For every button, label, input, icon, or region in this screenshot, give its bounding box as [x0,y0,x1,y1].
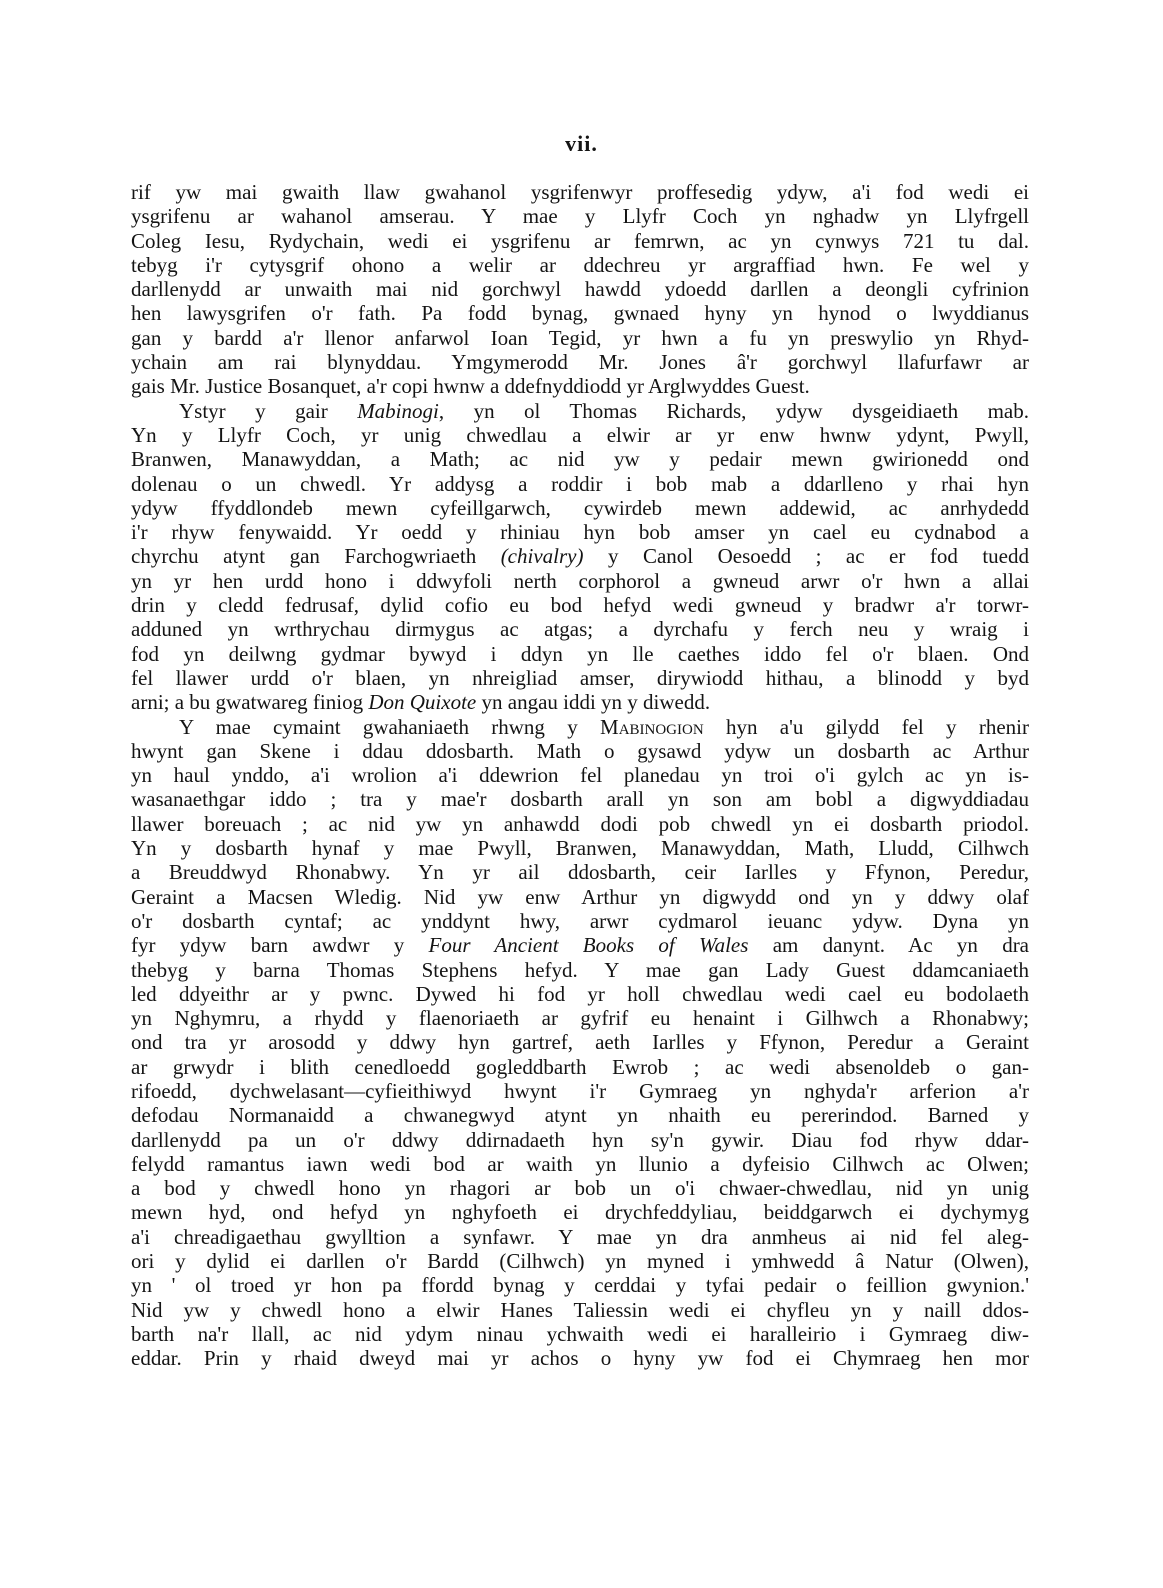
text-segment: hwynt gan Skene i ddau ddosbarth. Math o gysawd ydyw un dosbarth ac Arthur [131,738,1029,763]
text-line [131,326,1029,350]
text-line [131,812,1029,836]
text-line [131,642,1029,666]
text-segment: thebyg y barna Thomas Stephens hefyd. Y mae gan Lady Guest ddamcaniaeth [131,957,1029,982]
text-segment: eddar. Prin y rhaid dweyd mai yr achos o hyny yw fod ei Chymraeg hen mor [131,1346,1029,1371]
text-segment: hyn a'u gilydd fel y rhenir [703,714,1029,739]
text-line [131,933,1029,957]
text-line [131,1103,1029,1127]
text-line [131,1030,1029,1054]
page-number: vii. [565,131,598,156]
text-segment: yn Nghymru, a rhydd y flaenoriaeth ar gyfrif eu henaint i Gilhwch a Rhonabwy; [131,1006,1029,1031]
text-segment: , yn ol Thomas Richards, ydyw dysgeidiaeth mab. [438,398,1029,423]
text-line [131,1176,1029,1200]
text-segment: fel llawer urdd o'r blaen, yn nhreigliad amser, dirywiodd hithau, a blinodd y byd [131,665,1029,690]
text-line [131,399,1029,423]
text-segment: hen lawysgrifen o'r fath. Pa fodd bynag, gwnaed hyny yn hynod o lwyddianus [131,301,1029,326]
text-line [131,739,1029,763]
text-line [131,277,1029,301]
text-segment: Branwen, Manawyddan, a Math; ac nid yw y pedair mewn gwirionedd ond [131,447,1029,472]
text-segment: rif yw mai gwaith llaw gwahanol ysgrifenwyr proffesedig ydyw, a'i fod wedi ei [131,180,1029,204]
text-segment: a bod y chwedl hono yn rhagori ar bob un o'i chwaer-chwedlau, nid yn unig [131,1176,1029,1201]
text-line [131,617,1029,641]
text-line [131,350,1029,374]
text-line [131,1346,1029,1370]
text-segment: Ystyr y gair [179,398,358,423]
text-line [131,787,1029,811]
body-text [131,180,1029,1371]
text-line [131,715,1029,739]
text-line [131,569,1029,593]
text-segment: mewn hyd, ond hefyd yn nghyfoeth ei drychfeddyliau, beiddgarwch ei dychymyg [131,1200,1029,1225]
text-segment: Y mae cymaint gwahaniaeth rhwng y [179,714,601,739]
text-line [131,1273,1029,1297]
text-line [131,520,1029,544]
text-line [131,860,1029,884]
text-segment: a Breuddwyd Rhonabwy. Yn yr ail ddosbarth, ceir Iarlles y Ffynon, Peredur, [131,860,1029,885]
text-segment: drin y cledd fedrusaf, dylid cofio eu bod hefyd wedi gwneud y bradwr a'r torwr- [131,593,1029,618]
text-line [131,763,1029,787]
text-line [131,472,1029,496]
text-line [131,1006,1029,1030]
text-line [131,1079,1029,1103]
text-line [131,544,1029,568]
text-segment: barth na'r llall, ac nid ydym ninau ychwaith wedi ei haralleirio i Gymraeg diw- [131,1321,1029,1346]
text-line [131,1249,1029,1273]
italic-text: (chivalry) [500,544,584,569]
text-segment: ydyw ffyddlondeb mewn cyfeillgarwch, cywirdeb mewn addewid, ac anrhydedd [131,495,1029,520]
text-line [131,1128,1029,1152]
text-segment: Yn y Llyfr Coch, yr unig chwedlau a elwir ar yr enw hwnw ydynt, Pwyll, [131,422,1029,447]
text-segment: i'r rhyw fenywaidd. Yr oedd y rhiniau hyn bob amser yn cael eu cydnabod a [131,520,1029,545]
text-line [131,958,1029,982]
text-segment: ond tra yr arosodd y ddwy hyn gartref, aeth Iarlles y Ffynon, Peredur a Geraint [131,1030,1029,1055]
text-segment: arni; a bu gwatwareg finiog [131,690,369,715]
text-line [131,374,1029,398]
text-segment: y Canol Oesoedd ; ac er fod tuedd [583,544,1029,569]
text-line [131,1055,1029,1079]
text-line [131,1225,1029,1249]
text-segment: dolenau o un chwedl. Yr addysg a roddir i bob mab a ddarlleno y rhai hyn [131,471,1029,496]
text-segment: fyr ydyw barn awdwr y [131,933,429,958]
text-line [131,229,1029,253]
text-segment: Coleg Iesu, Rydychain, wedi ei ysgrifenu ar femrwn, ac yn cynwys 721 tu dal. [131,228,1029,253]
text-segment: felydd ramantus iawn wedi bod ar waith yn llunio a dyfeisio Cilhwch ac Olwen; [131,1151,1029,1176]
text-line [131,496,1029,520]
text-segment: yn yr hen urdd hono i ddwyfoli nerth corphorol a gwneud arwr o'r hwn a allai [131,568,1029,593]
text-segment: a'i chreadigaethau gwylltion a synfawr. Y mae yn dra anmheus ai nid fel aleg- [131,1224,1029,1249]
text-line [131,204,1029,228]
text-line [131,180,1029,204]
text-segment: yn haul ynddo, a'i wrolion a'i ddewrion fel planedau yn troi o'i gylch ac yn is- [131,763,1029,788]
text-segment: ychain am rai blynyddau. Ymgymerodd Mr. Jones â'r gorchwyl llafurfawr ar [131,350,1029,375]
text-segment: Nid yw y chwedl hono a elwir Hanes Taliessin wedi ei chyfleu yn y naill ddos- [131,1297,1029,1322]
text-segment: fod yn deilwng gydmar bywyd i ddyn yn lle caethes iddo fel o'r blaen. Ond [131,641,1029,666]
text-segment: ar grwydr i blith cenedloedd gogleddbarth Ewrob ; ac wedi absenoldeb o gan- [131,1054,1029,1079]
text-line [131,423,1029,447]
text-segment: darllenydd ar unwaith mai nid gorchwyl hawdd ydoedd darllen a deongli cyfrinion [131,277,1029,302]
text-segment: rifoedd, dychwelasant—cyfieithiwyd hwynt i'r Gymraeg yn nghyda'r arferion a'r [131,1078,1029,1103]
text-line [131,253,1029,277]
text-segment: wasanaethgar iddo ; tra y mae'r dosbarth arall yn son am bobl a digwyddiadau [131,787,1029,812]
text-segment: o'r dosbarth cyntaf; ac ynddynt hwy, arwr cydmarol ieuanc ydyw. Dyna yn [131,908,1029,933]
text-segment: gan y bardd a'r llenor anfarwol Ioan Tegid, yr hwn a fu yn preswylio yn Rhyd- [131,325,1029,350]
text-line [131,301,1029,325]
text-line [131,1152,1029,1176]
text-line [131,1298,1029,1322]
text-line [131,690,1029,714]
text-line [131,909,1029,933]
small-caps-text: Mabinogion [600,714,704,739]
text-segment: led ddyeithr ar y pwnc. Dywed hi fod yr holl chwedlau wedi cael eu bodolaeth [131,981,1029,1006]
text-segment: Geraint a Macsen Wledig. Nid yw enw Arthur yn digwydd ond yn y ddwy olaf [131,884,1029,909]
italic-text: Don Quixote [368,690,477,715]
text-segment: ysgrifenu ar wahanol amserau. Y mae y Llyfr Coch yn nghadw yn Llyfrgell [131,204,1029,229]
text-segment: darllenydd pa un o'r ddwy ddirnadaeth hyn sy'n gywir. Diau fod rhyw ddar- [131,1127,1029,1152]
text-segment: tebyg i'r cytysgrif ohono a welir ar ddechreu yr argraffiad hwn. Fe wel y [131,252,1029,277]
text-segment: ori y dylid ei darllen o'r Bardd (Cilhwch) yn myned i ymhwedd â Natur (Olwen), [131,1249,1029,1274]
text-segment: yn ' ol troed yr hon pa ffordd bynag y cerddai y tyfai pedair o feillion gwynion.' [131,1273,1029,1298]
text-segment: defodau Normanaidd a chwanegwyd atynt yn nhaith eu pererindod. Barned y [131,1103,1029,1128]
text-line [131,1200,1029,1224]
text-segment: am danynt. Ac yn dra [748,933,1030,958]
text-segment: Yn y dosbarth hynaf y mae Pwyll, Branwen, Manawyddan, Math, Lludd, Cilhwch [131,836,1029,861]
text-line [131,1322,1029,1346]
text-line [131,447,1029,471]
text-line [131,836,1029,860]
text-segment: yn angau iddi yn y diwedd. [476,690,711,715]
text-line [131,982,1029,1006]
text-line [131,666,1029,690]
italic-text: Mabinogi [357,398,439,423]
text-line [131,885,1029,909]
text-segment: adduned yn wrthrychau dirmygus ac atgas; a dyrchafu y ferch neu y wraig i [131,617,1029,642]
text-segment: chyrchu atynt gan Farchogwriaeth [131,544,501,569]
text-segment: llawer boreuach ; ac nid yw yn anhawdd dodi pob chwedl yn ei dosbarth priodol. [131,811,1029,836]
text-line [131,593,1029,617]
text-segment: gais Mr. Justice Bosanquet, a'r copi hwnw a ddefnyddiodd yr Arglwyddes Guest. [131,374,810,399]
italic-text: Four Ancient Books of Wales [428,933,749,958]
